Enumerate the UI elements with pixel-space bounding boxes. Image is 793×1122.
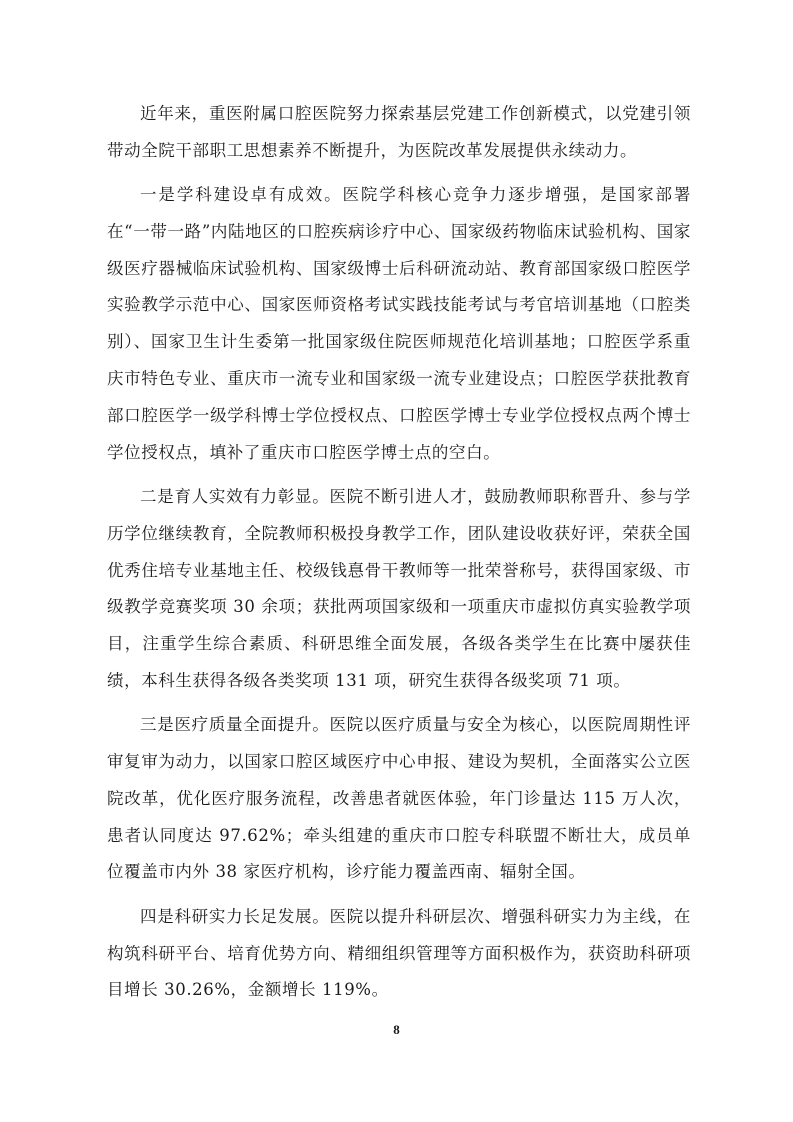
paragraph-discipline: 一是学科建设卓有成效。医院学科核心竞争力逐步增强，是国家部署在“一带一路”内陆地区的口腔疾病诊疗中心、国家级药物临床试验机构、国家级医疗器械临床试验机构、国家级博士后科研流动站、教育部国家级口腔医学实验教学示范中心、国家医师资格考试实践技能考试与考官培训基地（口腔类别）、国家卫生计生委第一批国家级住院医师规范化培训基地；口腔医学系重庆市特色专业、重庆市一流专业和国家级一流专业建设点；口腔医学获批教育部口腔医学一级学科博士学位授权点、口腔医学博士专业学位授权点两个博士学位授权点，填补了重庆市口腔医学博士点的空白。: [107, 185, 691, 462]
paragraph-medical-quality: 三是医疗质量全面提升。医院以医疗质量与安全为核心，以医院周期性评审复审为动力，以国家口腔区域医疗中心申报、建设为契机，全面落实公立医院改革，优化医疗服务流程，改善患者就医体验，年门诊量达 115 万人次，患者认同度达 97.62%；牵头组建的重庆市口腔专科联盟不断壮大，成员单位覆盖市内外 38 家医疗机构，诊疗能力覆盖西南、辐射全国。: [107, 715, 691, 882]
paragraph-research: 四是科研实力长足发展。医院以提升科研层次、增强科研实力为主线，在构筑科研平台、培育优势方向、精细组织管理等方面积极作为，获资助科研项目增长 30.26%，金额增长 119%。: [107, 906, 691, 1000]
document-body: [107, 96, 691, 1017]
page-number: 8: [393, 1022, 400, 1037]
paragraph-education: 二是育人实效有力彰显。医院不断引进人才，鼓励教师职称晋升、参与学历学位继续教育，全院教师积极投身教学工作，团队建设收获好评，荣获全国优秀住培专业基地主任、校级钱惪骨干教师等一批荣誉称号，获得国家级、市级教学竞赛奖项 30 余项；获批两项国家级和一项重庆市虚拟仿真实验教学项目，注重学生综合素质、科研思维全面发展，各级各类学生在比赛中屡获佳绩，本科生获得各级各类奖项 131 项，研究生获得各级奖项 71 项。: [107, 486, 691, 690]
paragraph-intro: 近年来，重医附属口腔医院努力探索基层党建工作创新模式，以党建引领带动全院干部职工思想素养不断提升，为医院改革发展提供永续动力。: [107, 104, 691, 160]
